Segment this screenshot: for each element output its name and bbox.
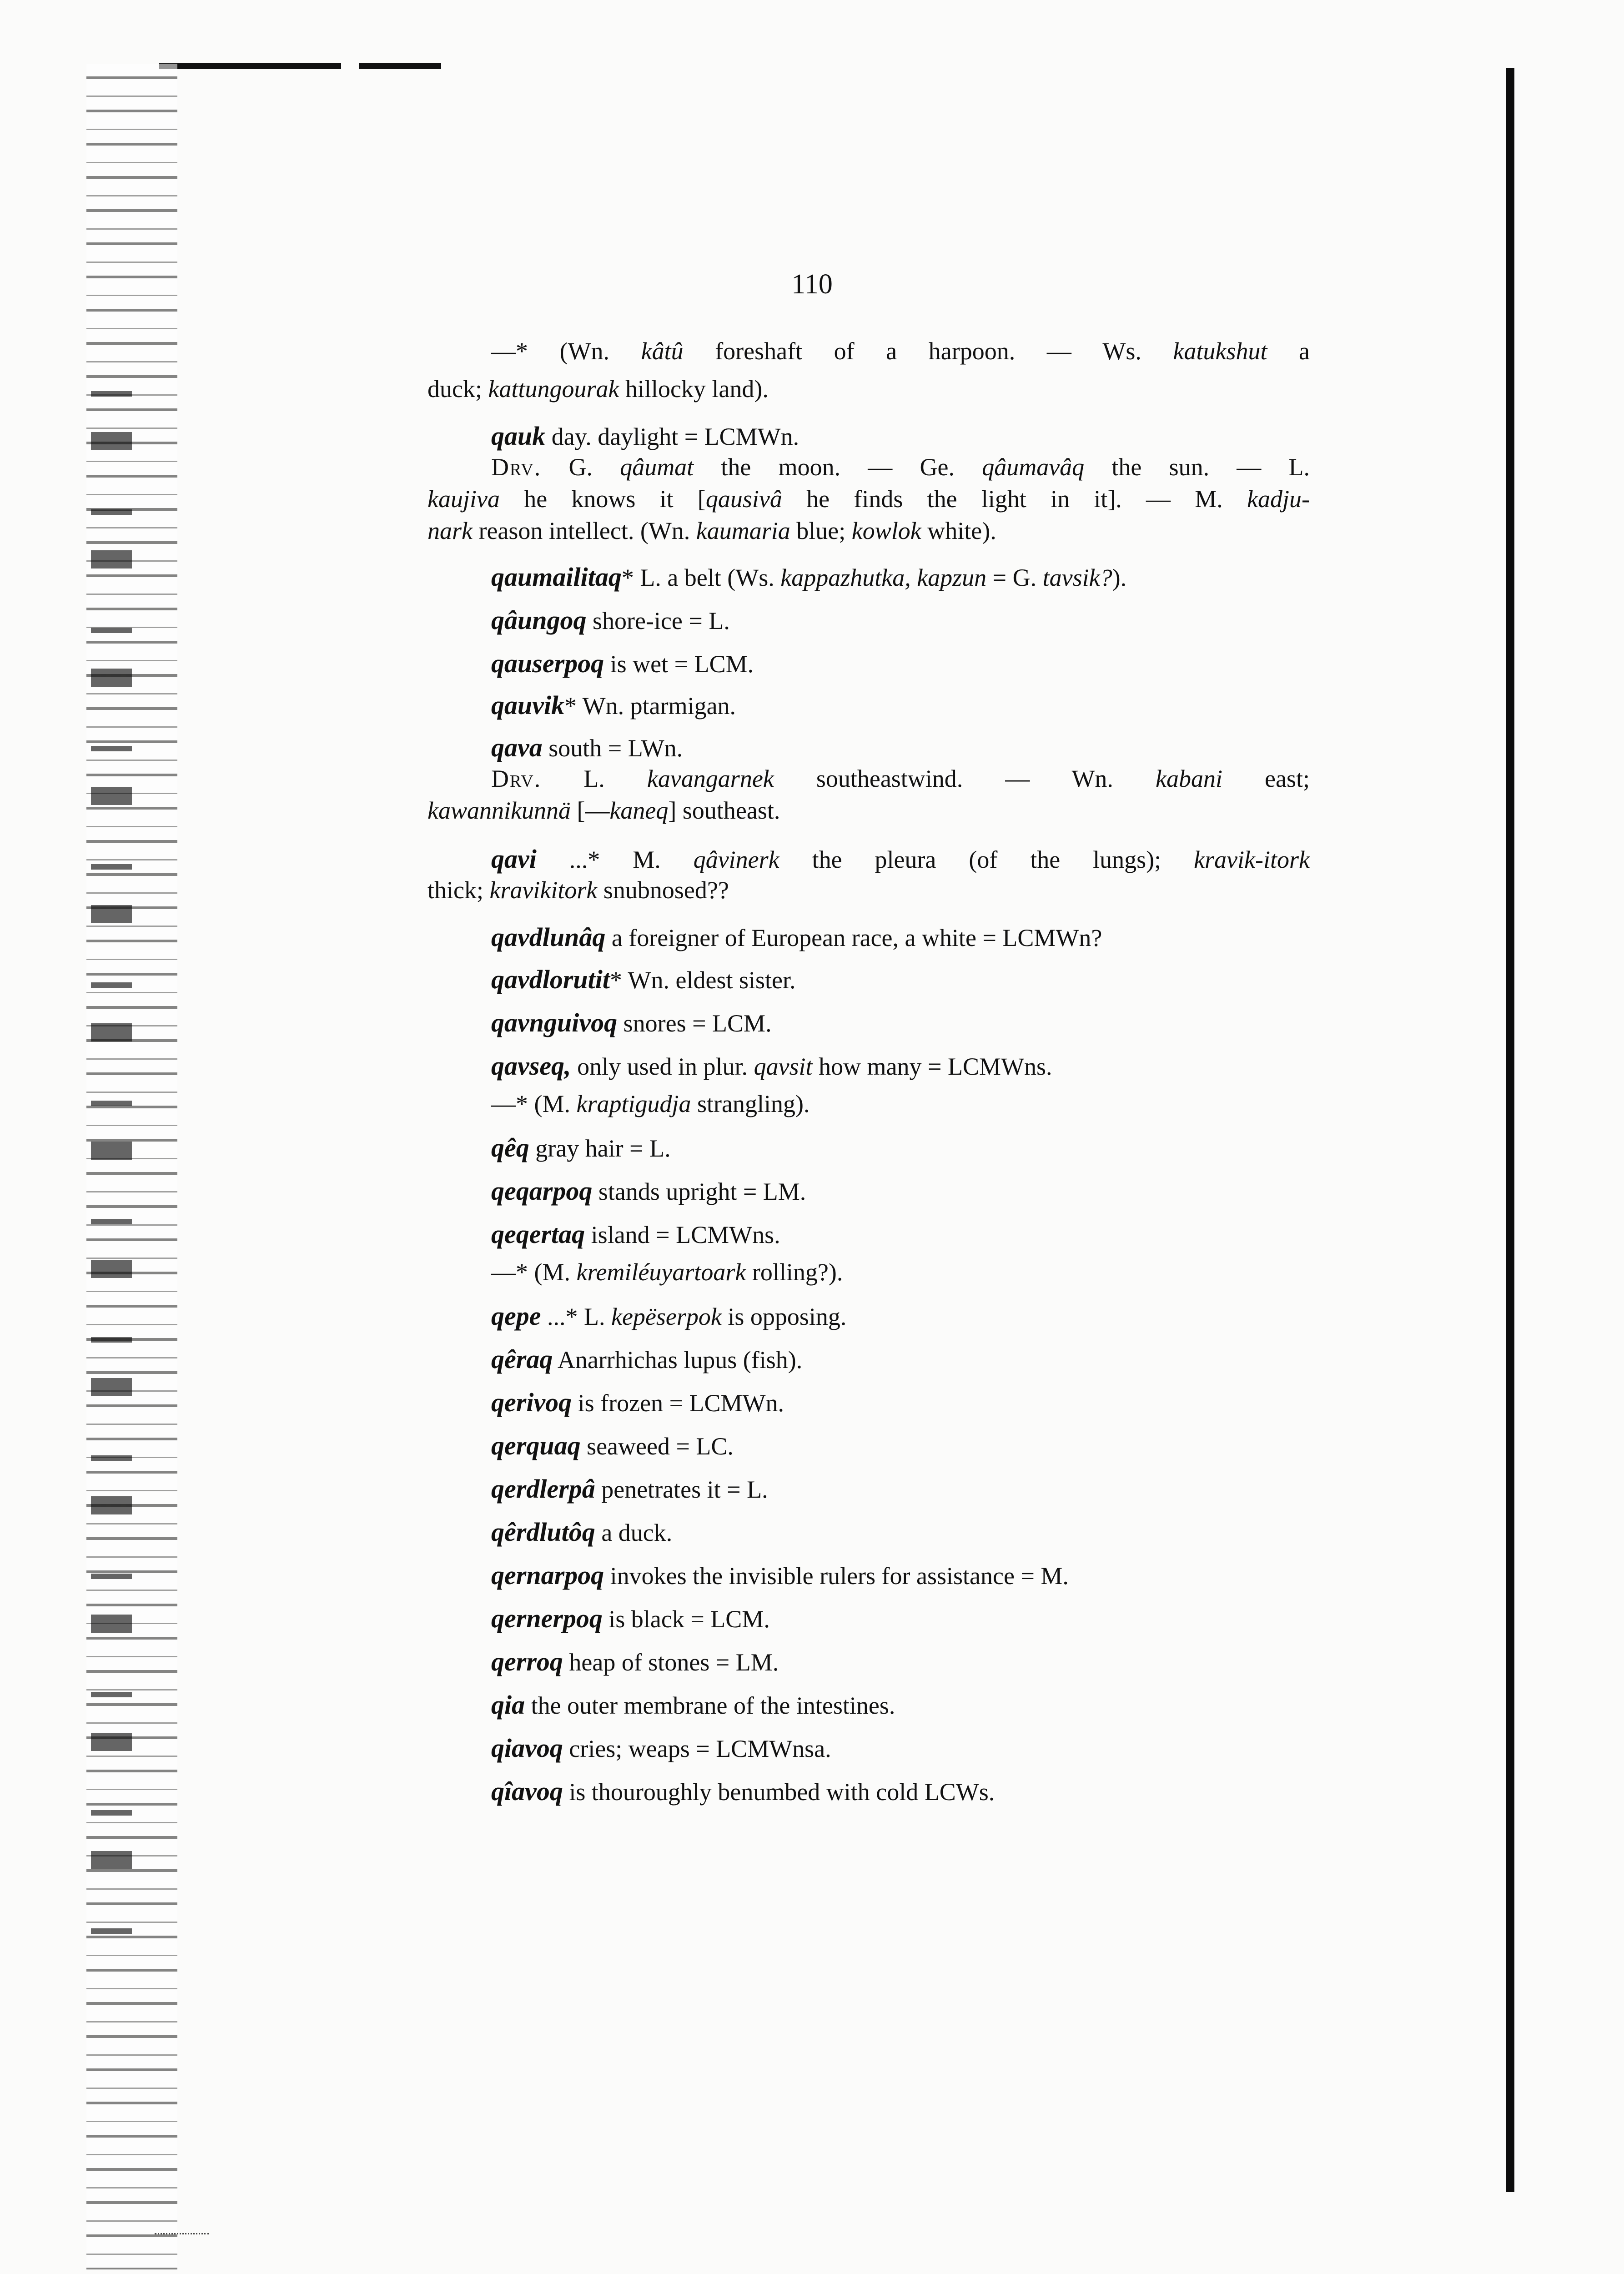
dictionary-entry: qâungoq shore-ice = L. bbox=[491, 605, 730, 635]
dictionary-entry: qavdlunâq a foreigner of European race, a white = LCMWn? bbox=[491, 922, 1102, 952]
dictionary-entry: qeqertaq island = LCMWns. bbox=[491, 1219, 780, 1249]
derivation-line: nark reason intellect. (Wn. kaumaria blue; kowlok white). bbox=[427, 517, 996, 544]
entry-continuation: —* (M. kremiléuyartoark rolling?). bbox=[491, 1258, 843, 1286]
dictionary-entry: qîavoq is thouroughly benumbed with cold LCWs. bbox=[491, 1776, 995, 1806]
dictionary-entry: qêraq Anarrhichas lupus (fish). bbox=[491, 1344, 803, 1374]
dictionary-entry: qaumailitaq* L. a belt (Ws. kappazhutka, kapzun = G. tavsik?). bbox=[491, 562, 1127, 592]
dictionary-entry: qauserpoq is wet = LCM. bbox=[491, 649, 754, 678]
entry-continuation: thick; kravikitork snubnosed?? bbox=[427, 876, 729, 904]
dictionary-entry: qepe ...* L. kepëserpok is opposing. bbox=[491, 1301, 847, 1331]
dictionary-entry: qiavoq cries; weaps = LCMWnsa. bbox=[491, 1733, 831, 1763]
scan-bottom-mark bbox=[155, 2215, 209, 2234]
dictionary-entry: qerroq heap of stones = LM. bbox=[491, 1647, 779, 1676]
derivation-line: Drv. G. qâumat the moon. — Ge. qâumavâq the sun. — L. bbox=[491, 453, 1310, 481]
dictionary-entry: qavnguivoq snores = LCM. bbox=[491, 1008, 772, 1037]
derivation-line: Drv. L. kavangarnek southeastwind. — Wn. kabani east; bbox=[491, 765, 1310, 792]
page-number: 110 bbox=[791, 269, 833, 300]
dictionary-entry: qauk day. daylight = LCMWn. bbox=[491, 421, 799, 451]
entry-continuation: —* (Wn. kâtû foreshaft of a harpoon. — Ws. katukshut a bbox=[491, 337, 1310, 365]
derivation-line: kaujiva he knows it [qausivâ he finds the light in it]. — M. kadju- bbox=[427, 485, 1310, 513]
dictionary-entry: qauvik* Wn. ptarmigan. bbox=[491, 690, 736, 720]
dictionary-entry: qerivoq is frozen = LCMWn. bbox=[491, 1388, 784, 1417]
dictionary-entry: qavdlorutit* Wn. eldest sister. bbox=[491, 965, 796, 994]
dictionary-entry: qerdlerpâ penetrates it = L. bbox=[491, 1474, 768, 1504]
scan-binding-shadow bbox=[91, 391, 132, 1937]
scan-right-edge bbox=[1506, 68, 1514, 2192]
dictionary-entry: qavi ...* M. qâvinerk the pleura (of the lungs); kravik-itork bbox=[491, 844, 1310, 874]
dictionary-entry: qernerpoq is black = LCM. bbox=[491, 1604, 770, 1633]
entry-continuation: duck; kattungourak hillocky land). bbox=[427, 375, 769, 402]
dictionary-entry: qava south = LWn. bbox=[491, 733, 683, 762]
scan-edge-mark bbox=[359, 63, 441, 69]
scan-edge-mark bbox=[159, 63, 341, 69]
dictionary-entry: qerquaq seaweed = LC. bbox=[491, 1431, 734, 1460]
dictionary-entry: qêrdlutôq a duck. bbox=[491, 1517, 673, 1547]
dictionary-entry: qavseq, only used in plur. qavsit how many = LCMWns. bbox=[491, 1051, 1052, 1081]
dictionary-entry: qernarpoq invokes the invisible rulers for assistance = M. bbox=[491, 1560, 1069, 1590]
derivation-line: kawannikunnä [—kaneq] southeast. bbox=[427, 797, 780, 824]
dictionary-entry: qêq gray hair = L. bbox=[491, 1133, 671, 1162]
dictionary-entry: qeqarpoq stands upright = LM. bbox=[491, 1176, 806, 1206]
entry-continuation: —* (M. kraptigudja strangling). bbox=[491, 1090, 810, 1117]
dictionary-entry: qia the outer membrane of the intestines. bbox=[491, 1690, 895, 1720]
